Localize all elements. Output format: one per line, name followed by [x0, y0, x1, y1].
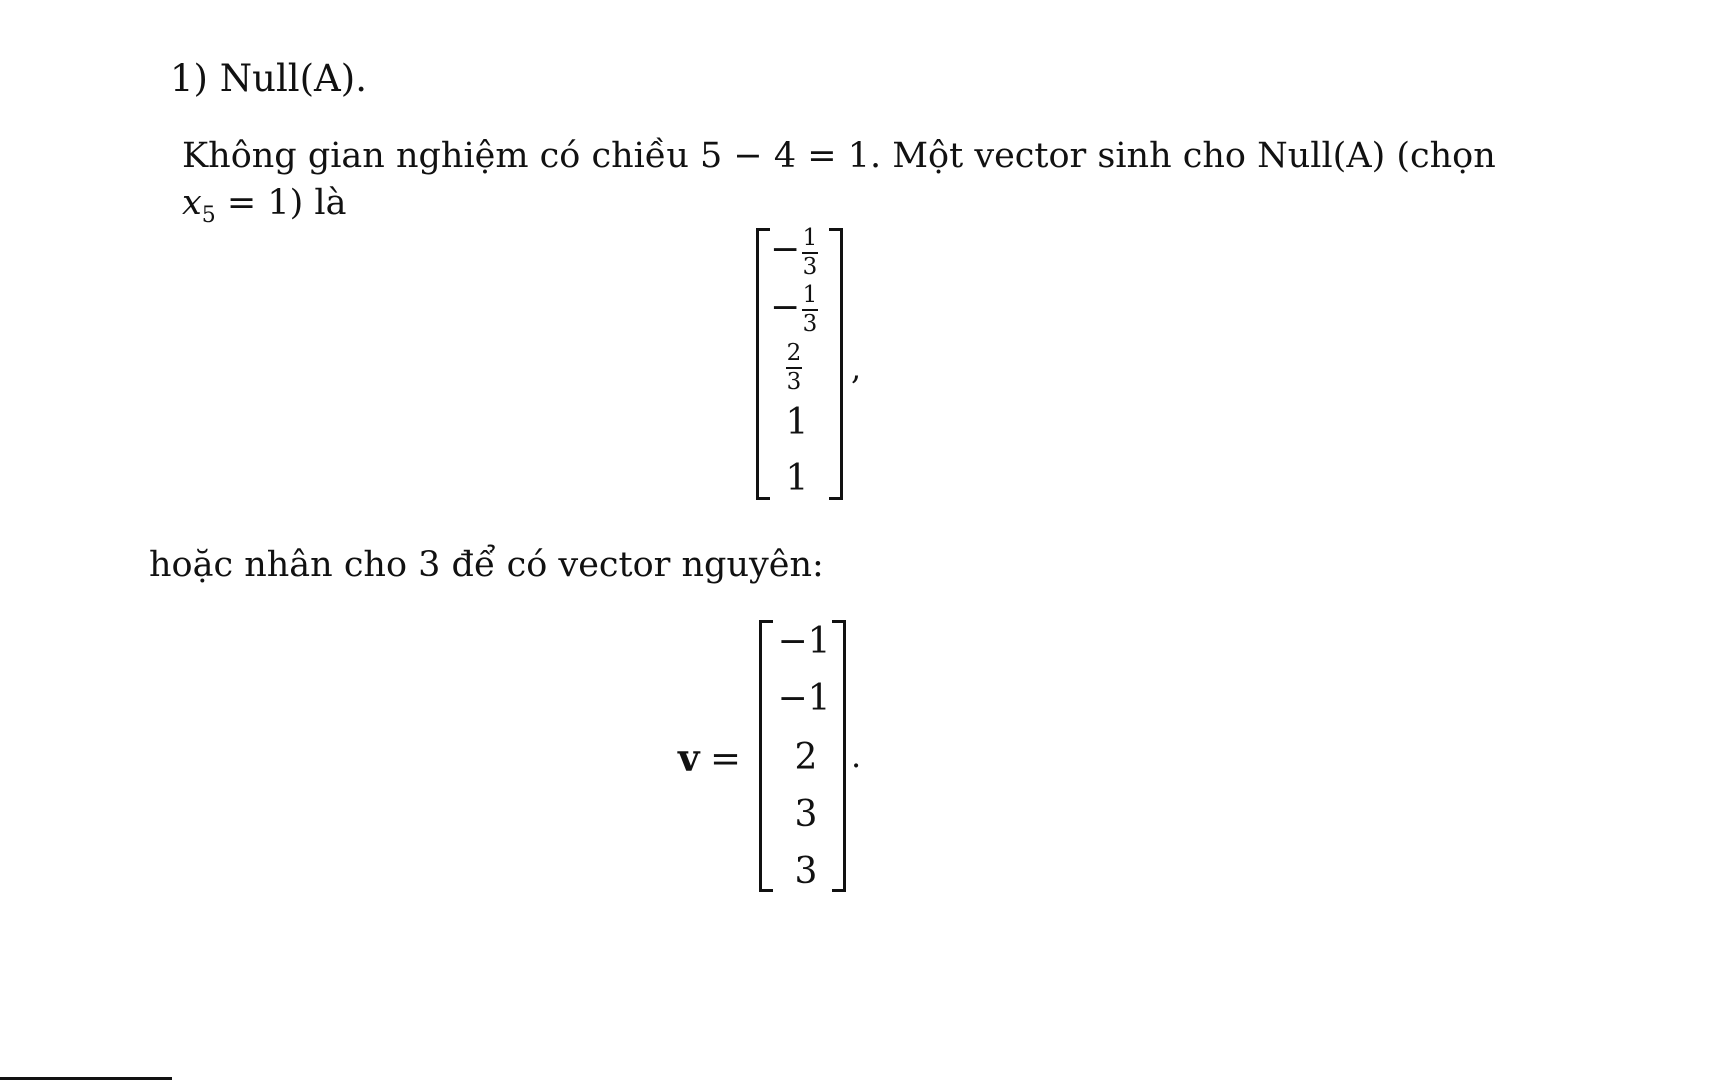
vector-period: .	[851, 737, 862, 775]
section-number: 1)	[170, 57, 208, 100]
vector-entry: −1	[777, 678, 831, 719]
vector-entry: −1	[777, 621, 831, 662]
vector-label: v	[678, 736, 700, 780]
paragraph-2: hoặc nhân cho 3 để có vector nguyên:	[149, 545, 824, 585]
fraction-denominator: 3	[802, 311, 818, 337]
left-bracket	[756, 228, 770, 500]
left-bracket	[759, 620, 773, 892]
entry-sign: −	[770, 287, 801, 328]
fraction	[802, 284, 818, 336]
fraction-numerator: 2	[786, 340, 802, 366]
fraction-numerator: 1	[802, 225, 818, 251]
variable-x: x	[182, 183, 202, 223]
variable-subscript: 5	[201, 203, 216, 228]
vector-entry: 3	[794, 851, 818, 892]
footnote-rule	[0, 1077, 172, 1080]
vector-entry: 1	[785, 402, 809, 443]
vector-fractional	[756, 225, 866, 500]
paragraph-line-2-rest: = 1) là	[215, 183, 347, 223]
paragraph-line-1: Không gian nghiệm có chiều 5 − 4 = 1. Một vector sinh cho Null(A) (chọn	[182, 136, 1496, 176]
right-bracket	[829, 228, 843, 500]
entry-sign: −	[770, 229, 801, 270]
vector-entry: 1	[785, 458, 809, 499]
fraction-numerator: 1	[802, 282, 818, 308]
vector-entry: 2	[794, 737, 818, 778]
paragraph-line-2	[182, 183, 347, 228]
vector-entry: 3	[794, 794, 818, 835]
equals-sign: =	[710, 737, 742, 780]
section-heading	[170, 57, 367, 100]
vector-comma: ,	[851, 349, 862, 387]
fraction	[802, 227, 818, 279]
fraction-denominator: 3	[786, 369, 802, 395]
fraction-denominator: 3	[802, 254, 818, 280]
fraction	[786, 342, 802, 394]
section-title: Null(A).	[219, 57, 367, 100]
